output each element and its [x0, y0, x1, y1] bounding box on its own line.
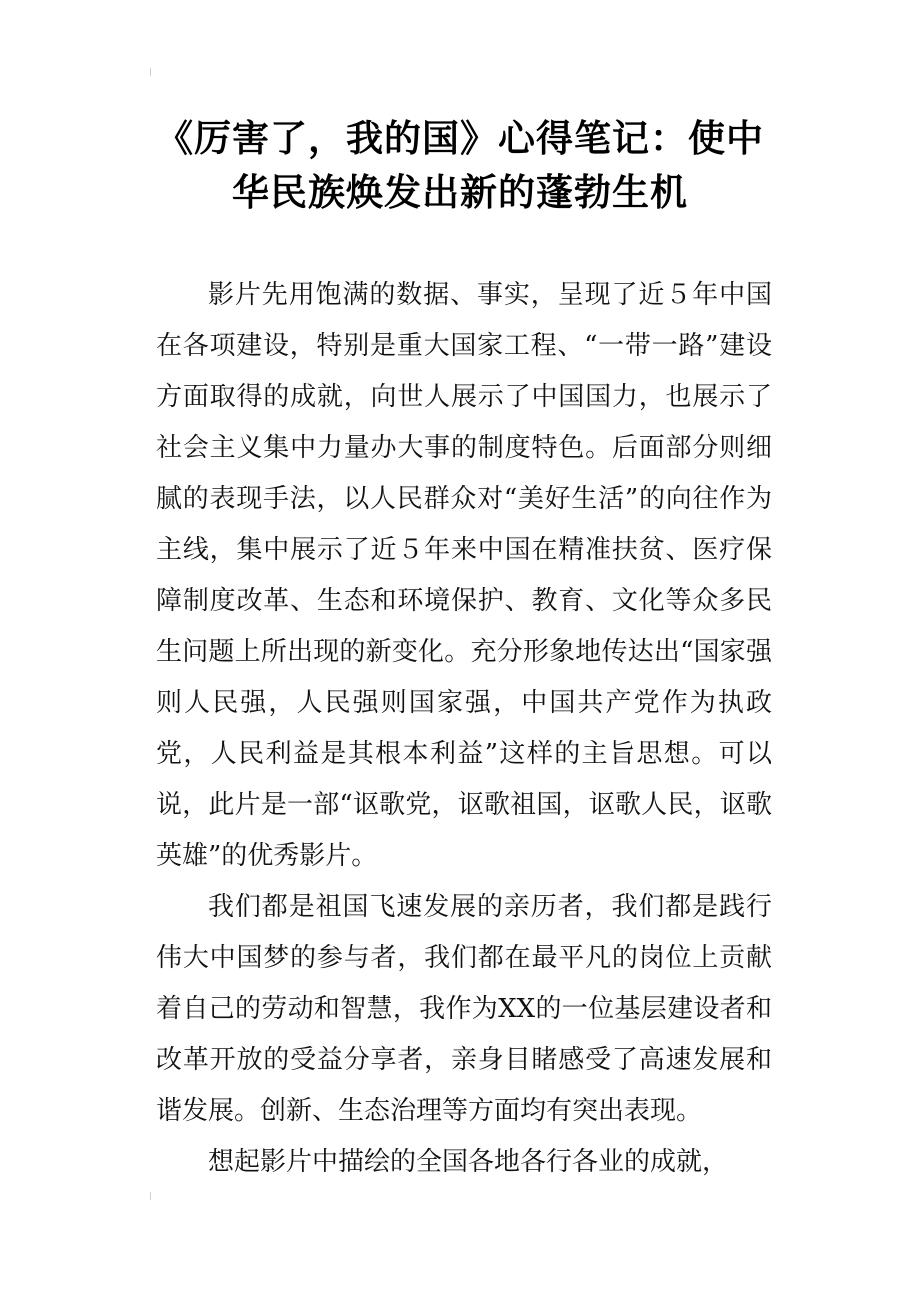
paragraph-2: 我们都是祖国飞速发展的亲历者，我们都是践行伟大中国梦的参与者，我们都在最平凡的岗位上贡献着自己的劳动和智慧，我作为XX的一位基层建设者和改革开放的受益分享者，亲身目睹感受了高速发展和谐发展。创新、生态治理等方面均有突出表现。 [156, 892, 772, 1126]
page-corner-mark-top [150, 68, 154, 76]
paragraph-1: 影片先用饱满的数据、事实，呈现了近５年中国在各项建设，特别是重大国家工程、“一带一路”建设方面取得的成就，向世人展示了中国国力，也展示了社会主义集中力量办大事的制度特色。后面部分则细腻的表现手法，以人民群众对“美好生活”的向往作为主线，集中展示了近５年来中国在精准扶贫、医疗保障制度改革、生态和环境保护、教育、文化等众多民生问题上所出现的新变化。充分形象地传达出“国家强则人民强，人民强则国家强，中国共产党作为执政党，人民利益是其根本利益”这样的主旨思想。可以说，此片是一部“讴歌党，讴歌祖国，讴歌人民，讴歌英雄”的优秀影片。 [156, 280, 772, 871]
document-title [120, 112, 800, 220]
paragraph-3: 想起影片中描绘的全国各地各行各业的成就， [208, 1147, 729, 1177]
title-line-1: 《厉害了，我的国》心得笔记：使中 [156, 117, 764, 160]
document-body [156, 270, 772, 1188]
title-line-2: 华民族焕发出新的蓬勃生机 [232, 171, 688, 214]
page-corner-mark-bottom [150, 1192, 154, 1200]
